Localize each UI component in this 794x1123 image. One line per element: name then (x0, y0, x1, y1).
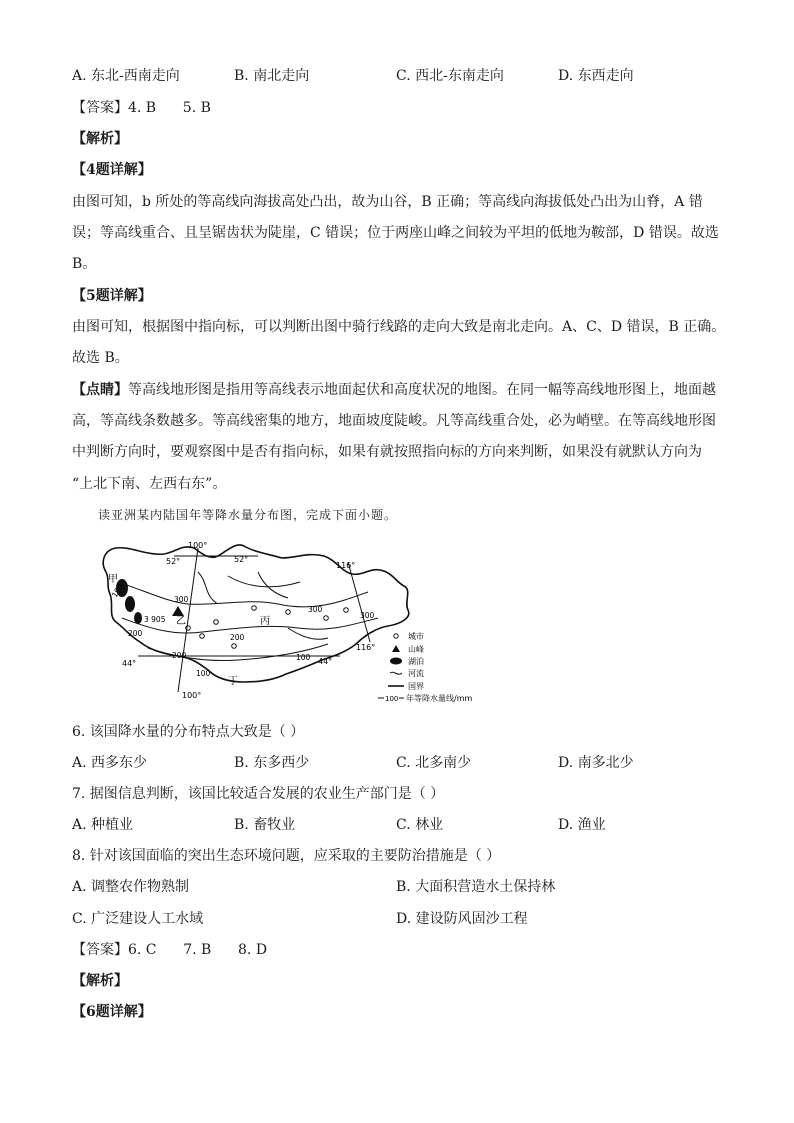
q6-option-b: B. 东多西少 (234, 755, 310, 771)
place-yi: 乙 (176, 616, 186, 627)
lon-label-116s: 116° (356, 643, 376, 652)
q7-option-d: D. 渔业 (558, 817, 606, 833)
q8-option-c: C. 广泛建设人工水域 (72, 911, 204, 927)
lon-label-116n: 116° (336, 561, 356, 570)
option-d-prev: D. 东西走向 (558, 68, 634, 84)
legend-city: 城市 (408, 632, 424, 641)
precipitation-map (78, 532, 508, 707)
city-icon (394, 634, 398, 638)
place-bing: 丙 (260, 616, 270, 627)
iso-label-100-south: 100 (196, 669, 211, 678)
tip-line-3: 中判断方向时，要观察图中是否有指向标，如果有就按照指向标的方向来判断，如果没有就默认方向为 (72, 444, 702, 460)
peak-elevation-label: 3 905 (144, 615, 166, 624)
q4-line-2: 误；等高线重合、且呈锯齿状为陡崖，C 错误；位于两座山峰之间较为平坦的低地为鞍部，D 错误。故选 (72, 225, 719, 241)
q7-option-b: B. 畜牧业 (234, 817, 296, 833)
iso-label-200-west: 200 (128, 629, 143, 638)
q8-option-d: D. 建设防风固沙工程 (396, 911, 528, 927)
iso-label-100-west: 100 (109, 582, 125, 599)
q8-stem: 8. 针对该国面临的突出生态环境问题，应采取的主要防治措施是（ ） (72, 848, 501, 864)
q4-line-1: 由图可知，b 所处的等高线向海拔高处凸出，故为山谷，B 正确；等高线向海拔低处凸出为山脊，A 错 (72, 194, 703, 210)
tip-line-2: 高，等高线条数越多。等高线密集的地方，地面坡度陡峻。凡等高线重合处，必为峭壁。在等高线地形图 (72, 413, 716, 429)
lake-icon (390, 658, 402, 665)
lat-label-44w: 44° (122, 659, 137, 668)
iso-label-200-south: 200 (172, 651, 187, 660)
place-jia: 甲 (108, 574, 118, 585)
q4-line-3: B。 (72, 256, 97, 272)
lat-label-44e: 44° (318, 657, 333, 666)
q6-stem: 6. 该国降水量的分布特点大致是（ ） (72, 724, 305, 740)
q5-detail-heading: 【5题详解】 (72, 288, 152, 304)
analysis-heading-2: 【解析】 (72, 973, 128, 989)
q5-line-2: 故选 B。 (72, 350, 129, 366)
option-b-prev: B. 南北走向 (234, 68, 310, 84)
q7-stem: 7. 据图信息判断，该国比较适合发展的农业生产部门是（ ） (72, 786, 445, 802)
q4-detail-heading: 【4题详解】 (72, 162, 152, 178)
answer-line-1: 【答案】4. B 5. B (72, 100, 211, 116)
tip-line-1 (72, 380, 724, 400)
q8-option-a: A. 调整农作物熟制 (72, 879, 190, 895)
legend-isohyet: 年等降水量线/mm (406, 694, 473, 703)
peak-icon (392, 645, 400, 652)
q7-option-c: C. 林业 (396, 817, 444, 833)
legend-lake: 湖泊 (408, 657, 424, 666)
analysis-heading-1: 【解析】 (72, 131, 128, 147)
iso-label-300-west: 300 (174, 595, 189, 604)
q6-detail-heading: 【6题详解】 (72, 1004, 152, 1020)
q6-option-d: D. 南多北少 (558, 755, 634, 771)
iso-label-300-east: 300 (360, 611, 375, 620)
lon-label-100s: 100° (182, 691, 202, 700)
river-icon (390, 672, 402, 674)
lat-label-52e: 52° (234, 555, 249, 564)
iso-label-300-center: 300 (308, 605, 323, 614)
tip-text-1: 等高线地形图是指用等高线表示地面起伏和高度状况的地图。在同一幅等高线地形图上，地面越 (128, 382, 716, 398)
map-legend (378, 631, 472, 703)
place-ding: 丁 (228, 676, 238, 687)
q6-option-a: A. 西多东少 (72, 755, 148, 771)
tip-label: 【点睛】 (72, 382, 128, 398)
q6-option-c: C. 北多南少 (396, 755, 472, 771)
q5-line-1: 由图可知，根据图中指向标，可以判断出图中骑行线路的走向大致是南北走向。A、C、D 错误，B 正确。 (72, 319, 726, 335)
q8-option-b: B. 大面积营造水土保持林 (396, 879, 556, 895)
lon-label-100n: 100° (188, 541, 208, 550)
legend-isohyet-value: 100 (385, 695, 399, 703)
legend-border: 国界 (408, 682, 424, 691)
iso-label-100-east: 100 (296, 653, 311, 662)
legend-river: 河流 (408, 669, 424, 678)
q7-option-a: A. 种植业 (72, 817, 134, 833)
legend-peak: 山峰 (408, 645, 424, 654)
option-a-prev: A. 东北-西南走向 (72, 68, 180, 84)
answer-line-2: 【答案】6. C 7. B 8. D (72, 942, 268, 958)
map-caption: 读亚洲某内陆国年等降水量分布图，完成下面小题。 (98, 508, 398, 522)
option-c-prev: C. 西北-东南走向 (396, 68, 504, 84)
tip-line-4: “上北下南、左西右东”。 (72, 476, 227, 492)
lat-label-52w: 52° (166, 557, 181, 566)
iso-label-200-center: 200 (230, 633, 245, 642)
